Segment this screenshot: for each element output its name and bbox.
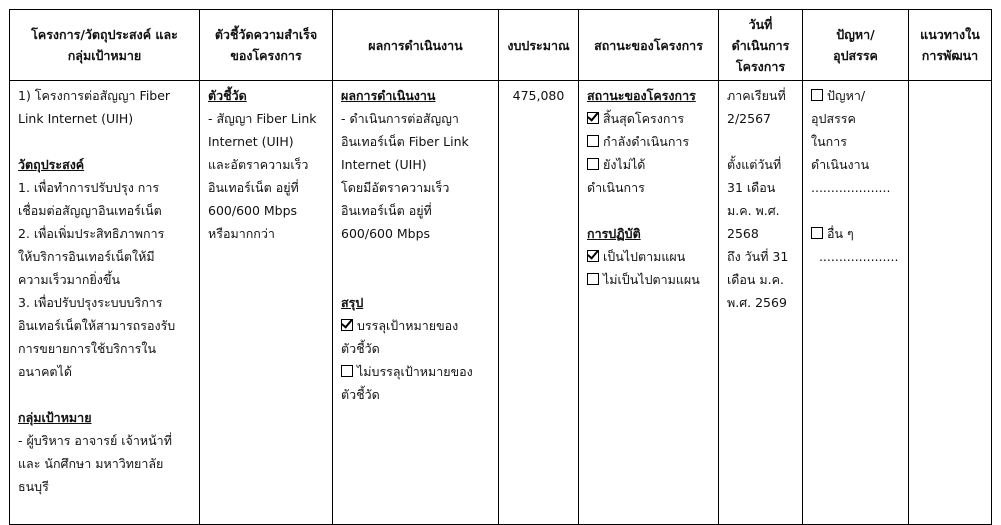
indicator-line: และอัตราความเร็ว xyxy=(208,157,309,172)
objective-line: ความเร็วมากยิ่งขึ้น xyxy=(18,272,120,287)
problem-option-cont: .................... xyxy=(811,180,891,195)
problem-other-option: อื่น ๆ xyxy=(811,222,900,245)
target-line: ธนบุรี xyxy=(18,479,49,494)
column-header-6: วันที่ ดำเนินการ โครงการ xyxy=(719,10,803,81)
status-option: สิ้นสุดโครงการ xyxy=(587,107,710,130)
spacer xyxy=(587,199,710,222)
checked-box-icon[interactable] xyxy=(587,112,599,124)
project-title: Link Internet (UIH) xyxy=(18,111,134,126)
checkbox-icon[interactable] xyxy=(587,135,599,147)
date-line: ตั้งแต่วันที่ xyxy=(727,157,782,172)
header-row xyxy=(10,10,992,81)
checkbox-icon[interactable] xyxy=(587,273,599,285)
indicator-line: อินเทอร์เน็ต อยู่ที่ xyxy=(208,180,299,195)
budget-value: 475,080 xyxy=(512,88,565,103)
status-option: ยังไม่ได้ xyxy=(587,153,710,176)
objective-line: ให้บริการอินเทอร์เน็ตให้มี xyxy=(18,249,155,264)
spacer xyxy=(727,130,794,153)
objective-line: 2. เพื่อเพิ่มประสิทธิภาพการ xyxy=(18,226,165,241)
date-line: 31 เดือน xyxy=(727,180,776,195)
table-row xyxy=(10,81,992,525)
status-option-cont: ดำเนินการ xyxy=(587,180,645,195)
target-line: และ นักศึกษา มหาวิทยาลัย xyxy=(18,456,164,471)
problem-option-cont: อุปสรรค xyxy=(811,111,856,126)
spacer xyxy=(811,199,900,222)
project-title: 1) โครงการต่อสัญญา Fiber xyxy=(18,88,171,103)
status-heading: สถานะของโครงการ xyxy=(587,88,696,103)
column-header-8: แนวทางใน การพัฒนา xyxy=(909,10,992,81)
column-header-5: สถานะของโครงการ xyxy=(579,10,719,81)
indicator-cell xyxy=(200,81,333,525)
objective-line: 1. เพื่อทำการปรับปรุง การ xyxy=(18,180,160,195)
column-header-3: ผลการดำเนินงาน xyxy=(333,10,499,81)
objective-line: 3. เพื่อปรับปรุงระบบบริการ xyxy=(18,295,163,310)
checked-box-icon[interactable] xyxy=(587,250,599,262)
checked-box-icon[interactable] xyxy=(341,319,353,331)
problem-other-option-cont: .................... xyxy=(811,249,899,264)
indicator-line: 600/600 Mbps xyxy=(208,203,298,218)
date-line: ถึง วันที่ 31 xyxy=(727,249,789,264)
indicator-heading: ตัวชี้วัด xyxy=(208,88,247,103)
practice-heading: การปฏิบัติ xyxy=(587,226,641,241)
result-line: 600/600 Mbps xyxy=(341,226,431,241)
target-line: - ผู้บริหาร อาจารย์ เจ้าหน้าที่ xyxy=(18,433,172,448)
result-line: อินเทอร์เน็ต Fiber Link xyxy=(341,134,469,149)
result-cell xyxy=(333,81,499,525)
result-line: อินเทอร์เน็ต อยู่ที่ xyxy=(341,203,432,218)
date-line: พ.ศ. 2569 xyxy=(727,295,787,310)
objectives-heading: วัตถุประสงค์ xyxy=(18,157,85,172)
objective-line: เชื่อมต่อสัญญาอินเทอร์เน็ต xyxy=(18,203,162,218)
checkbox-icon[interactable] xyxy=(811,89,823,101)
objective-line: อินเทอร์เน็ตให้สามารถรองรับ xyxy=(18,318,176,333)
spacer xyxy=(341,245,490,268)
column-header-1: โครงการ/วัตถุประสงค์ และ กลุ่มเป้าหมาย xyxy=(10,10,200,81)
date-line: 2/2567 xyxy=(727,111,771,126)
column-header-4: งบประมาณ xyxy=(499,10,579,81)
indicator-line: หรือมากกว่า xyxy=(208,226,275,241)
project-cell xyxy=(10,81,200,525)
date-line: 2568 xyxy=(727,226,759,241)
spacer xyxy=(18,383,191,406)
summary-heading: สรุป xyxy=(341,295,364,310)
problem-option-cont: ในการ xyxy=(811,134,847,149)
checkbox-icon[interactable] xyxy=(341,365,353,377)
objective-line: การขยายการใช้บริการใน xyxy=(18,341,157,356)
result-heading: ผลการดำเนินงาน xyxy=(341,88,436,103)
spacer xyxy=(341,268,490,291)
indicator-line: - สัญญา Fiber Link xyxy=(208,111,317,126)
date-cell xyxy=(719,81,803,525)
checkbox-icon[interactable] xyxy=(811,227,823,239)
status-cell xyxy=(579,81,719,525)
project-report-table xyxy=(9,9,992,525)
date-line: ม.ค. พ.ศ. xyxy=(727,203,780,218)
problem-option-cont: ดำเนินงาน xyxy=(811,157,870,172)
column-header-7: ปัญหา/ อุปสรรค xyxy=(803,10,909,81)
problem-option: ปัญหา/ xyxy=(811,84,900,107)
practice-option: ไม่เป็นไปตามแผน xyxy=(587,268,710,291)
practice-option: เป็นไปตามแผน xyxy=(587,245,710,268)
status-option: กำลังดำเนินการ xyxy=(587,130,710,153)
summary-option: บรรลุเป้าหมายของ xyxy=(341,314,490,337)
budget-cell xyxy=(499,81,579,525)
problems-cell xyxy=(803,81,909,525)
checkbox-icon[interactable] xyxy=(587,158,599,170)
date-line: ภาคเรียนที่ xyxy=(727,88,786,103)
spacer xyxy=(18,130,191,153)
column-header-2: ตัวชี้วัดความสำเร็จ ของโครงการ xyxy=(200,10,333,81)
objective-line: อนาคตได้ xyxy=(18,364,72,379)
summary-option: ไม่บรรลุเป้าหมายของ xyxy=(341,360,490,383)
target-heading: กลุ่มเป้าหมาย xyxy=(18,410,92,425)
development-cell xyxy=(909,81,992,525)
result-line: Internet (UIH) xyxy=(341,157,427,172)
date-line: เดือน ม.ค. xyxy=(727,272,784,287)
summary-option-cont: ตัวชี้วัด xyxy=(341,387,380,402)
summary-option-cont: ตัวชี้วัด xyxy=(341,341,380,356)
result-line: โดยมีอัตราความเร็ว xyxy=(341,180,450,195)
indicator-line: Internet (UIH) xyxy=(208,134,294,149)
result-line: - ดำเนินการต่อสัญญา xyxy=(341,111,459,126)
